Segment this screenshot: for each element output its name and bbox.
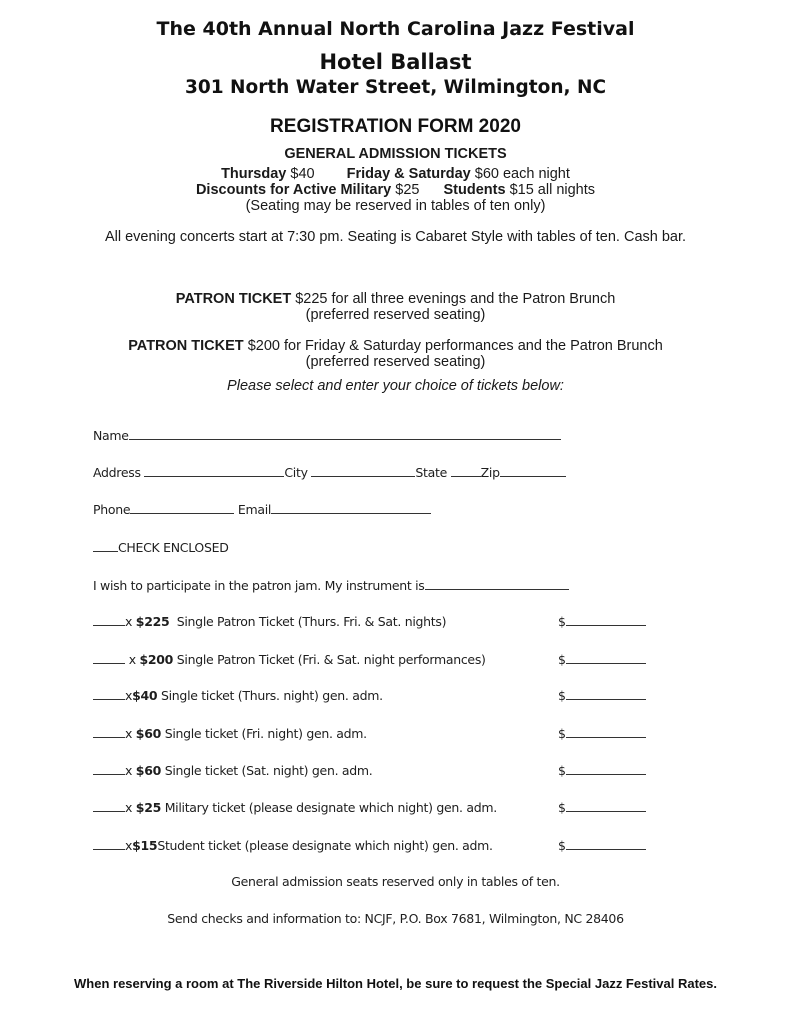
- general-admission-heading: GENERAL ADMISSION TICKETS: [284, 146, 507, 162]
- instruction: Please select and enter your choice of tickets below:: [227, 378, 564, 394]
- ticket-row: [93, 687, 383, 703]
- email-label: Email: [237, 502, 272, 517]
- ticket-price: $25: [135, 800, 161, 815]
- patron-ticket-1: [0, 291, 791, 323]
- dollar-sign: $: [558, 652, 566, 667]
- check-enclosed-row: [93, 539, 229, 555]
- phone-row: [93, 501, 431, 517]
- amount-field[interactable]: [566, 687, 646, 700]
- students-price: $15 all nights: [509, 182, 596, 198]
- quantity-field[interactable]: [93, 687, 125, 700]
- military-label: Discounts for Active Military: [195, 182, 392, 198]
- name-label: Name: [93, 428, 129, 443]
- mail-to: Send checks and information to: NCJF, P.O. Box 7681, Wilmington, NC 28406: [167, 911, 624, 926]
- zip-field[interactable]: [500, 464, 566, 477]
- times-sign: x: [125, 688, 133, 703]
- amount-field[interactable]: [566, 651, 646, 664]
- price-line-2: [0, 182, 791, 198]
- patron-label: PATRON TICKET: [128, 338, 244, 354]
- zip-label: Zip: [480, 465, 500, 480]
- ticket-description: Single Patron Ticket (Thurs. Fri. & Sat. nights): [176, 614, 447, 629]
- seating-note: (Seating may be reserved in tables of ten only): [245, 198, 546, 214]
- ticket-price: $60: [135, 726, 161, 741]
- fri-sat-label: Friday & Saturday: [346, 166, 471, 182]
- patron-text: $225 for all three evenings and the Patron Brunch: [295, 291, 616, 307]
- amount-field[interactable]: [566, 613, 646, 626]
- phone-field[interactable]: [130, 501, 234, 514]
- concert-note: All evening concerts start at 7:30 pm. Seating is Cabaret Style with tables of ten. Cash bar.: [104, 229, 687, 245]
- address-label: Address: [93, 465, 141, 480]
- form-title: REGISTRATION FORM 2020: [270, 116, 521, 137]
- patron-sub: (preferred reserved seating): [305, 307, 486, 323]
- ticket-row: [93, 725, 367, 741]
- amount-row: [558, 799, 646, 815]
- state-field[interactable]: [451, 464, 481, 477]
- ticket-description: Single ticket (Thurs. night) gen. adm.: [161, 688, 383, 703]
- festival-title: The 40th Annual North Carolina Jazz Festival: [156, 18, 635, 40]
- general-admission-prices: [0, 166, 791, 214]
- ticket-row: [93, 762, 372, 778]
- ticket-row: [93, 799, 497, 815]
- city-label: City: [284, 465, 308, 480]
- city-field[interactable]: [311, 464, 415, 477]
- amount-row: [558, 725, 646, 741]
- dollar-sign: $: [558, 763, 566, 778]
- patron-jam-row: [93, 577, 569, 593]
- seats-note: General admission seats reserved only in tables of ten.: [231, 874, 560, 889]
- times-sign: x: [128, 652, 136, 667]
- fri-sat-price: $60 each night: [474, 166, 570, 182]
- ticket-price: $40: [132, 688, 158, 703]
- email-field[interactable]: [271, 501, 431, 514]
- ticket-price: $15: [132, 838, 158, 853]
- ticket-price: $200: [139, 652, 174, 667]
- dollar-sign: $: [558, 800, 566, 815]
- ticket-description: Military ticket (please designate which night) gen. adm.: [164, 800, 497, 815]
- state-label: State: [415, 465, 447, 480]
- patron-label: PATRON TICKET: [175, 291, 292, 307]
- times-sign: x: [125, 726, 133, 741]
- amount-field[interactable]: [566, 725, 646, 738]
- ticket-description: Single Patron Ticket (Fri. & Sat. night performances): [176, 652, 486, 667]
- quantity-field[interactable]: [93, 651, 125, 664]
- thursday-label: Thursday: [221, 166, 287, 182]
- venue-name: Hotel Ballast: [319, 50, 472, 74]
- times-sign: x: [125, 614, 133, 629]
- amount-field[interactable]: [566, 837, 646, 850]
- check-enclosed-field[interactable]: [93, 539, 118, 552]
- amount-row: [558, 651, 646, 667]
- military-price: $25: [395, 182, 420, 198]
- ticket-description: Single ticket (Fri. night) gen. adm.: [164, 726, 367, 741]
- students-label: Students: [443, 182, 506, 198]
- address-field[interactable]: [144, 464, 284, 477]
- amount-row: [558, 613, 646, 629]
- amount-row: [558, 687, 646, 703]
- name-field[interactable]: [129, 427, 561, 440]
- address-row: [93, 464, 566, 480]
- times-sign: x: [125, 800, 133, 815]
- hotel-note: When reserving a room at The Riverside Hilton Hotel, be sure to request the Special Jazz Festival Rates.: [74, 976, 717, 991]
- times-sign: x: [125, 838, 133, 853]
- ticket-description: Single ticket (Sat. night) gen. adm.: [164, 763, 373, 778]
- quantity-field[interactable]: [93, 762, 125, 775]
- patron-sub: (preferred reserved seating): [305, 354, 486, 370]
- venue-address: 301 North Water Street, Wilmington, NC: [184, 77, 607, 98]
- ticket-description: Student ticket (please designate which night) gen. adm.: [157, 838, 493, 853]
- ticket-row: [93, 613, 446, 629]
- name-row: [93, 427, 561, 443]
- price-line-1: [0, 166, 791, 182]
- quantity-field[interactable]: [93, 837, 125, 850]
- ticket-row: [93, 651, 486, 667]
- dollar-sign: $: [558, 688, 566, 703]
- patron-text: $200 for Friday & Saturday performances and the Patron Brunch: [247, 338, 663, 354]
- ticket-row: [93, 837, 493, 853]
- thursday-price: $40: [290, 166, 315, 182]
- amount-row: [558, 837, 646, 853]
- patron-ticket-2: [0, 338, 791, 370]
- dollar-sign: $: [558, 614, 566, 629]
- dollar-sign: $: [558, 726, 566, 741]
- quantity-field[interactable]: [93, 799, 125, 812]
- check-enclosed-label: CHECK ENCLOSED: [118, 540, 229, 555]
- amount-row: [558, 762, 646, 778]
- dollar-sign: $: [558, 838, 566, 853]
- amount-field[interactable]: [566, 762, 646, 775]
- times-sign: x: [125, 763, 133, 778]
- patron-jam-label: I wish to participate in the patron jam. My instrument is: [93, 578, 425, 593]
- quantity-field[interactable]: [93, 613, 125, 626]
- ticket-price: $225: [135, 614, 170, 629]
- instrument-field[interactable]: [425, 577, 569, 590]
- quantity-field[interactable]: [93, 725, 125, 738]
- phone-label: Phone: [93, 502, 131, 517]
- amount-field[interactable]: [566, 799, 646, 812]
- ticket-price: $60: [135, 763, 161, 778]
